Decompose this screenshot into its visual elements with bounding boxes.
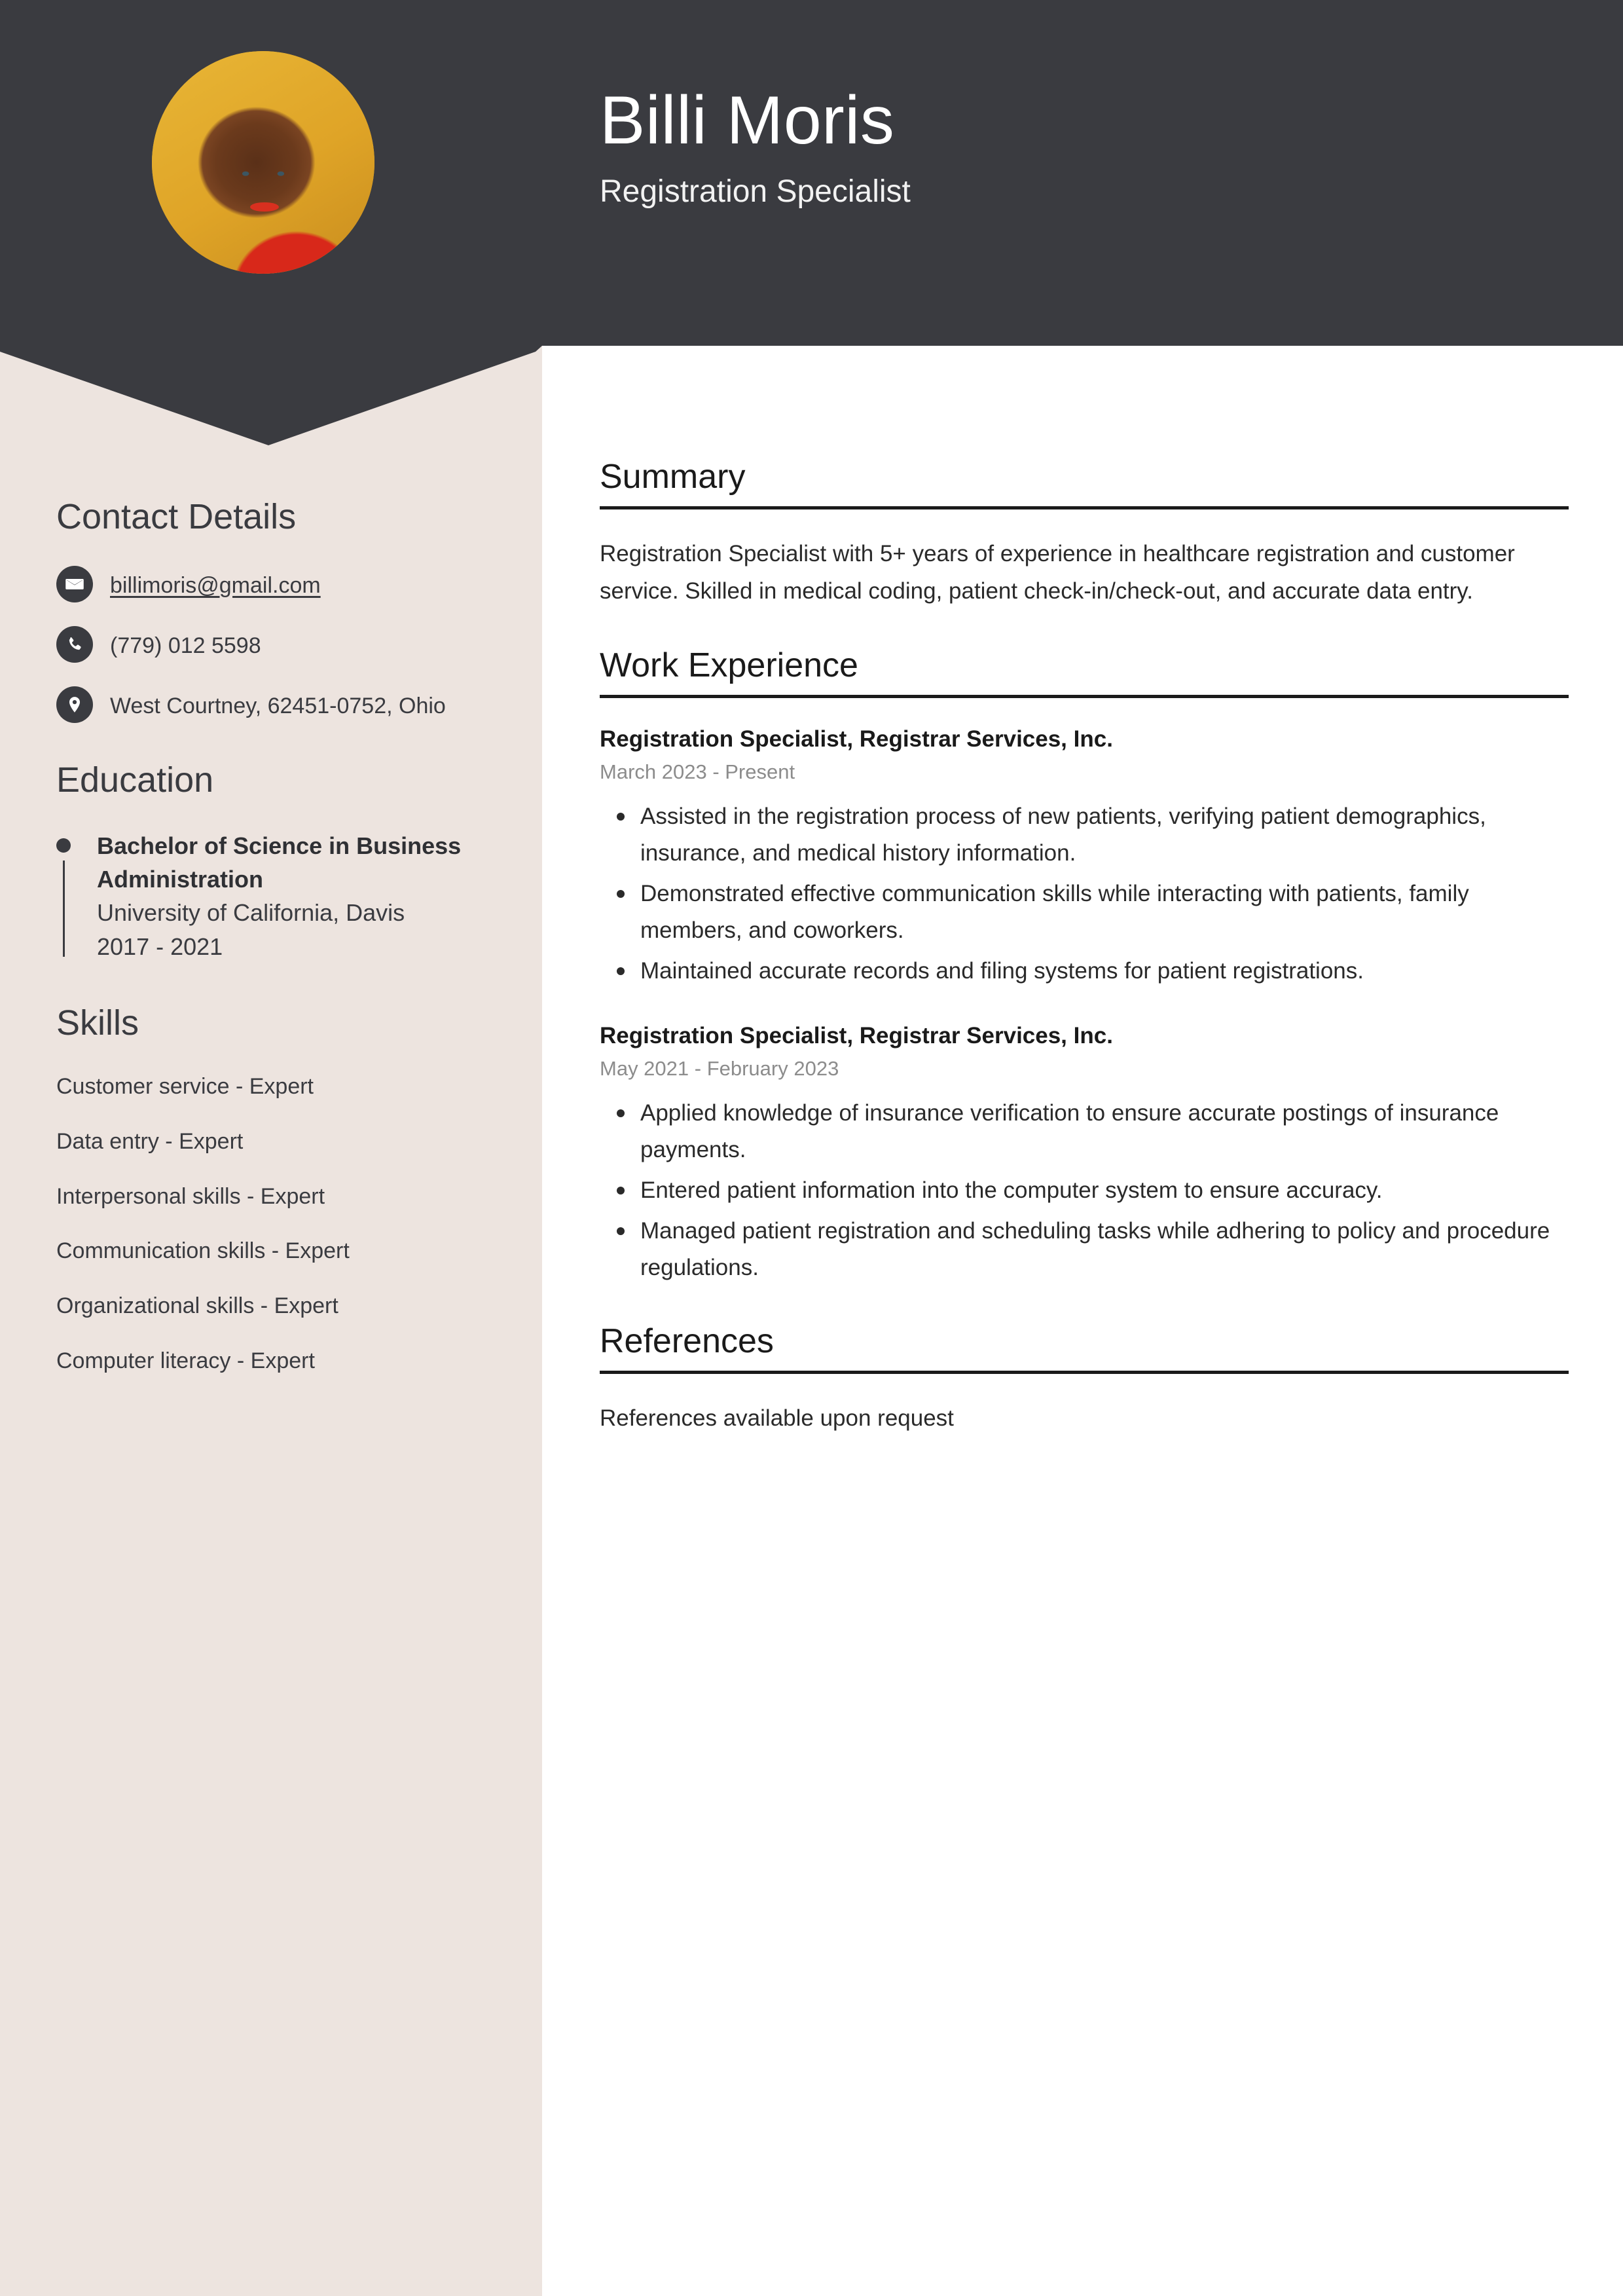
skills-heading: Skills: [56, 1003, 139, 1043]
education-section: [56, 760, 491, 963]
contact-phone-value: (779) 012 5598: [110, 633, 261, 659]
list-item: Customer service - Expert: [56, 1073, 314, 1099]
job-entry: [600, 1021, 1569, 1286]
contact-details-section: [56, 496, 491, 723]
list-item: Demonstrated effective communication skills while interacting with patients, family members, and coworkers.: [600, 876, 1569, 949]
list-item: Applied knowledge of insurance verification to ensure accurate postings of insurance payments.: [600, 1095, 1569, 1168]
job-bullet-list: [600, 798, 1569, 990]
list-item: Interpersonal skills - Expert: [56, 1183, 325, 1209]
contact-details-heading: Contact Details: [56, 497, 297, 536]
skills-section: [56, 1003, 491, 1377]
references-section: [600, 1323, 1569, 1437]
main-content: [600, 458, 1569, 1473]
contact-email-value[interactable]: billimoris@gmail.com: [110, 573, 321, 599]
references-heading: References: [600, 1323, 1569, 1374]
education-timeline-rule: [63, 861, 65, 956]
education-heading: Education: [56, 760, 214, 800]
list-item: Communication skills - Expert: [56, 1238, 350, 1264]
education-degree: Bachelor of Science in Business Administration: [97, 832, 462, 893]
job-bullet-list: [600, 1095, 1569, 1286]
job-title: Registration Specialist, Registrar Services, Inc.: [600, 726, 1113, 752]
job-entry: [600, 724, 1569, 990]
profile-photo: [152, 51, 374, 274]
phone-icon: [56, 626, 93, 663]
references-text: References available upon request: [600, 1405, 954, 1431]
location-pin-icon: [56, 686, 93, 723]
sidebar: [0, 458, 542, 1401]
work-experience-heading: Work Experience: [600, 647, 1569, 698]
list-item: Entered patient information into the computer system to ensure accuracy.: [600, 1172, 1569, 1209]
contact-item-email[interactable]: [56, 566, 491, 602]
contact-item-address: [56, 686, 491, 723]
summary-heading: Summary: [600, 458, 1569, 509]
summary-section: [600, 458, 1569, 610]
envelope-icon: [56, 566, 93, 602]
job-dates: May 2021 - February 2023: [600, 1057, 839, 1081]
work-experience-section: [600, 647, 1569, 1286]
education-school: University of California, Davis: [97, 899, 405, 927]
list-item: Data entry - Expert: [56, 1128, 244, 1154]
list-item: Organizational skills - Expert: [56, 1293, 338, 1319]
job-title-subtitle: Registration Specialist: [600, 174, 911, 210]
education-years: 2017 - 2021: [97, 933, 223, 960]
list-item: Managed patient registration and scheduling tasks while adhering to policy and procedure regulations.: [600, 1213, 1569, 1286]
list-item: Computer literacy - Expert: [56, 1348, 315, 1374]
summary-text: Registration Specialist with 5+ years of experience in healthcare registration and customer service. Skilled in medical coding, patient check-in/check-out, and accurate data entry.: [600, 541, 1515, 604]
avatar: [152, 51, 374, 274]
contact-address-value: West Courtney, 62451-0752, Ohio: [110, 694, 446, 719]
contact-item-phone[interactable]: [56, 626, 491, 663]
job-title: Registration Specialist, Registrar Services, Inc.: [600, 1022, 1113, 1048]
identity-block: [600, 84, 911, 211]
page-title: Billi Moris: [600, 83, 895, 158]
list-item: Assisted in the registration process of new patients, verifying patient demographics, insurance, and medical history information.: [600, 798, 1569, 872]
education-item: [56, 829, 491, 963]
education-bullet-icon: [56, 838, 71, 853]
list-item: Maintained accurate records and filing systems for patient registrations.: [600, 953, 1569, 990]
job-dates: March 2023 - Present: [600, 760, 795, 784]
